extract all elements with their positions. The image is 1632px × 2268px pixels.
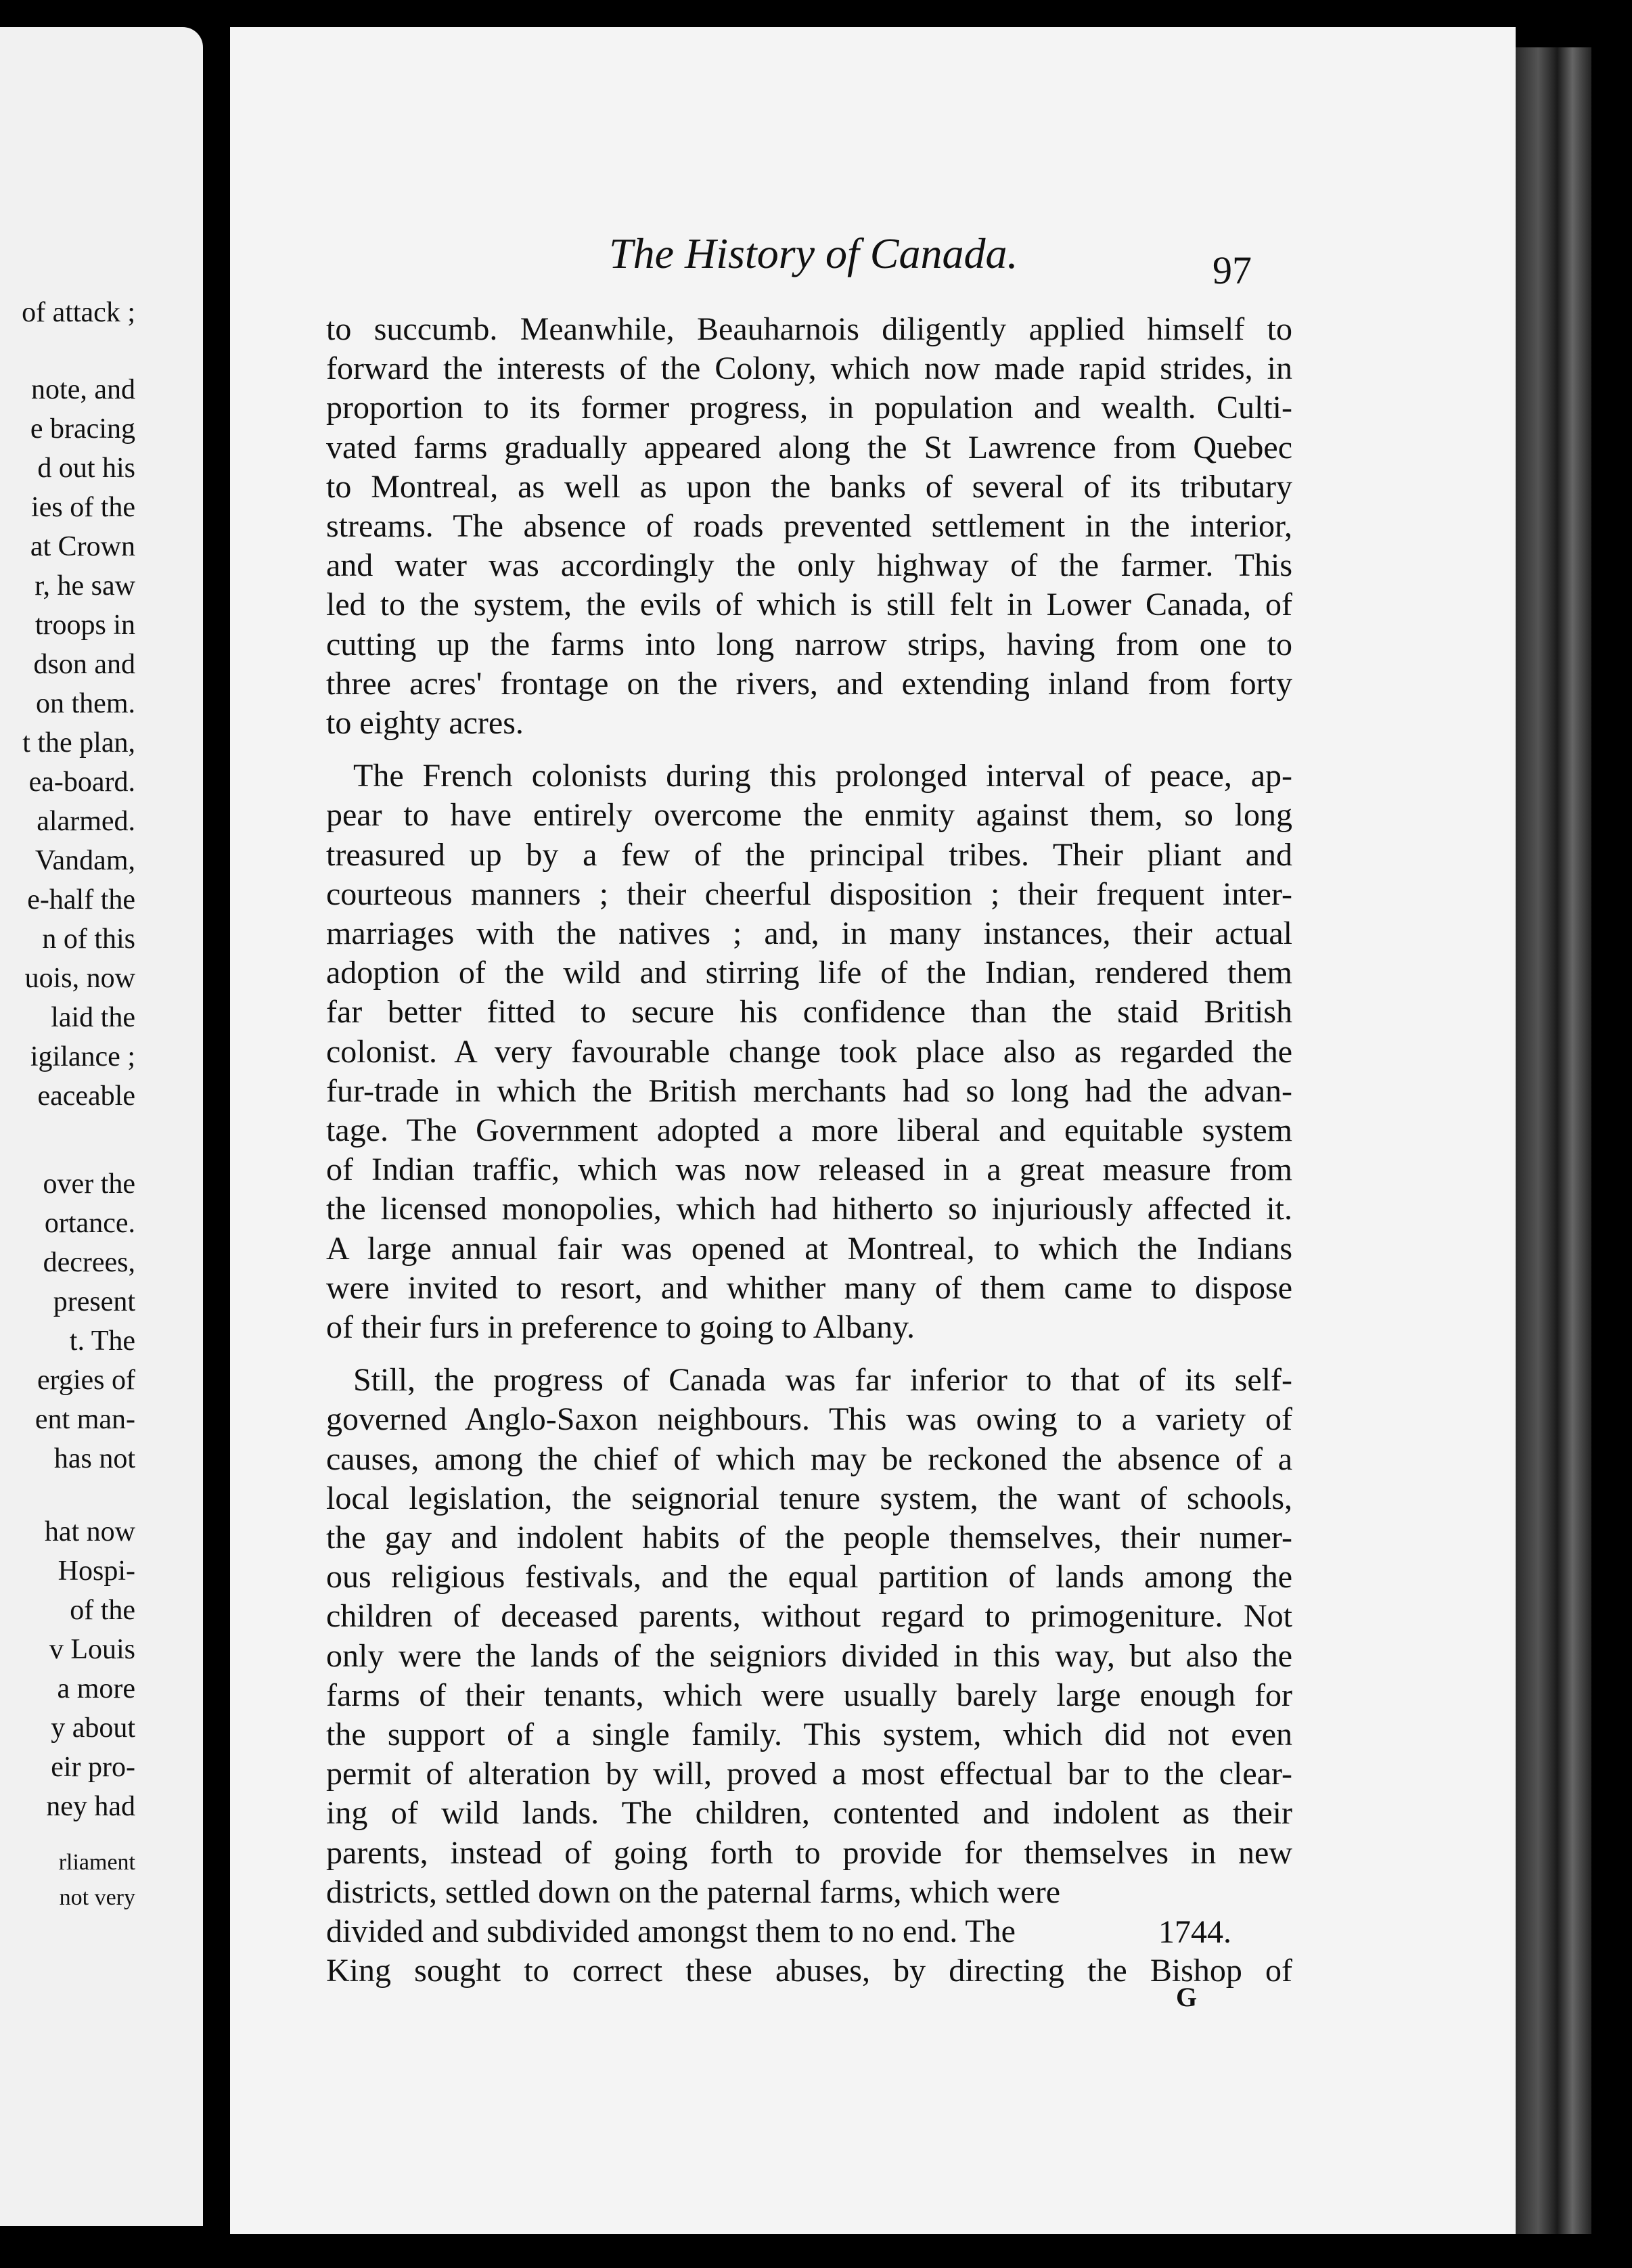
text-line: The French colonists during this prolonged interval of peace, ap- xyxy=(353,758,1292,794)
facing-page-line: troops in xyxy=(35,610,135,641)
facing-page-line: has not xyxy=(53,1443,135,1474)
page-edge xyxy=(1516,47,1591,2234)
text-line: ous religious festivals, and the equal partition of lands among the xyxy=(326,1559,1292,1595)
text-line: ing of wild lands. The children, contented and indolent as their xyxy=(326,1795,1292,1831)
text-line: marriages with the natives ; and, in many instances, their actual xyxy=(326,915,1292,951)
text-line: divided and subdivided amongst them to no end. The xyxy=(326,1913,1016,1949)
facing-page-line: Vandam, xyxy=(35,845,135,876)
facing-page-line: dson and xyxy=(33,649,135,680)
facing-page-line: present xyxy=(53,1286,135,1317)
text-line: tage. The Government adopted a more liberal and equitable system xyxy=(326,1112,1292,1148)
facing-page-line: at Crown xyxy=(30,531,135,562)
text-line: treasured up by a few of the principal tribes. Their pliant and xyxy=(326,837,1292,873)
facing-page-line: rliament xyxy=(58,1850,135,1875)
text-line: three acres' frontage on the rivers, and extending inland from forty xyxy=(326,666,1292,702)
facing-page-line: laid the xyxy=(51,1002,135,1033)
text-line: of Indian traffic, which was now released in a great measure from xyxy=(326,1152,1292,1187)
facing-page-line: not very xyxy=(59,1885,135,1910)
text-line: colonist. A very favourable change took place also as regarded the xyxy=(326,1034,1292,1070)
facing-page-line: over the xyxy=(43,1169,135,1200)
text-line: districts, settled down on the paternal farms, which were xyxy=(326,1874,1061,1910)
text-line: and water was accordingly the only highway of the farmer. This xyxy=(326,547,1292,583)
facing-page-line: ent man- xyxy=(35,1404,135,1435)
facing-page-line: r, he saw xyxy=(35,570,135,602)
text-line: only were the lands of the seigniors divided in this way, but also the xyxy=(326,1638,1292,1674)
facing-page-line: y about xyxy=(51,1713,135,1744)
text-line: streams. The absence of roads prevented settlement in the interior, xyxy=(326,508,1292,544)
text-line: led to the system, the evils of which is still felt in Lower Canada, of xyxy=(326,587,1292,622)
facing-page-line: a more xyxy=(57,1673,135,1704)
text-line: governed Anglo-Saxon neighbours. This was owing to a variety of xyxy=(326,1401,1292,1437)
text-line: cutting up the farms into long narrow strips, having from one to xyxy=(326,627,1292,662)
text-line: King sought to correct these abuses, by directing the Bishop of xyxy=(326,1953,1292,1989)
signature-mark: G xyxy=(1176,1982,1198,2012)
text-line: children of deceased parents, without regard to primogeniture. Not xyxy=(326,1598,1292,1634)
facing-page-line: d out his xyxy=(37,453,135,484)
text-line: fur-trade in which the British merchants had so long had the advan- xyxy=(326,1073,1292,1109)
text-line: local legislation, the seignorial tenure system, the want of schools, xyxy=(326,1480,1292,1516)
text-line: proportion to its former progress, in population and wealth. Culti- xyxy=(326,390,1292,426)
text-line: of their furs in preference to going to Albany. xyxy=(326,1309,915,1345)
text-line: permit of alteration by will, proved a most effectual bar to the clear- xyxy=(326,1756,1292,1792)
facing-page-line: ies of the xyxy=(31,492,135,523)
facing-page-line: ortance. xyxy=(44,1208,135,1239)
facing-page-line: ney had xyxy=(46,1791,135,1822)
facing-page-line: of attack ; xyxy=(22,297,135,328)
facing-page-line: note, and xyxy=(31,374,135,405)
text-line: courteous manners ; their cheerful disposition ; their frequent inter- xyxy=(326,876,1292,912)
facing-page-line: e bracing xyxy=(30,413,135,445)
facing-page-line: ea-board. xyxy=(28,767,135,798)
text-line: the licensed monopolies, which had hitherto so injuriously affected it. xyxy=(326,1191,1292,1227)
facing-page-line: uois, now xyxy=(24,963,135,994)
text-line: the gay and indolent habits of the people themselves, their numer- xyxy=(326,1520,1292,1556)
facing-page-line: on them. xyxy=(36,688,135,719)
text-line: Still, the progress of Canada was far inferior to that of its self- xyxy=(353,1362,1292,1398)
text-line: far better fitted to secure his confidence than the staid British xyxy=(326,994,1292,1030)
text-line: parents, instead of going forth to provide for themselves in new xyxy=(326,1835,1292,1871)
text-line: A large annual fair was opened at Montreal, to which the Indians xyxy=(326,1231,1292,1267)
facing-page-line: of the xyxy=(70,1595,135,1626)
text-line: farms of their tenants, which were usually barely large enough for xyxy=(326,1677,1292,1713)
facing-page-line: igilance ; xyxy=(30,1041,135,1072)
text-line: were invited to resort, and whither many of them came to dispose xyxy=(326,1270,1292,1306)
text-line: to Montreal, as well as upon the banks of several of its tributary xyxy=(326,469,1292,505)
text-line: to eighty acres. xyxy=(326,705,524,741)
text-line: the support of a single family. This system, which did not even xyxy=(326,1717,1292,1752)
margin-year: 1744. xyxy=(1158,1914,1231,1950)
text-line: adoption of the wild and stirring life of the Indian, rendered them xyxy=(326,955,1292,991)
facing-page-line: t the plan, xyxy=(22,727,135,758)
facing-page-line: n of this xyxy=(42,924,135,955)
facing-page-line: e-half the xyxy=(27,884,135,915)
running-title: The History of Canada. xyxy=(609,229,1018,277)
facing-page-line: hat now xyxy=(44,1516,135,1547)
text-line: forward the interests of the Colony, which now made rapid strides, in xyxy=(326,350,1292,386)
facing-page-line: decrees, xyxy=(43,1247,135,1278)
facing-page-line: eir pro- xyxy=(51,1752,135,1783)
facing-page-line: v Louis xyxy=(49,1634,135,1665)
facing-page-line: alarmed. xyxy=(37,806,135,837)
text-line: causes, among the chief of which may be reckoned the absence of a xyxy=(326,1441,1292,1477)
text-line: to succumb. Meanwhile, Beauharnois diligently applied himself to xyxy=(326,311,1292,347)
facing-page-line: Hospi- xyxy=(58,1556,135,1587)
facing-page-line: eaceable xyxy=(37,1081,135,1112)
text-line: vated farms gradually appeared along the St Lawrence from Quebec xyxy=(326,430,1292,466)
facing-page-line: t. The xyxy=(69,1325,135,1357)
facing-page-line: ergies of xyxy=(37,1365,135,1396)
page-number: 97 xyxy=(1212,248,1252,292)
text-line: pear to have entirely overcome the enmity against them, so long xyxy=(326,797,1292,833)
